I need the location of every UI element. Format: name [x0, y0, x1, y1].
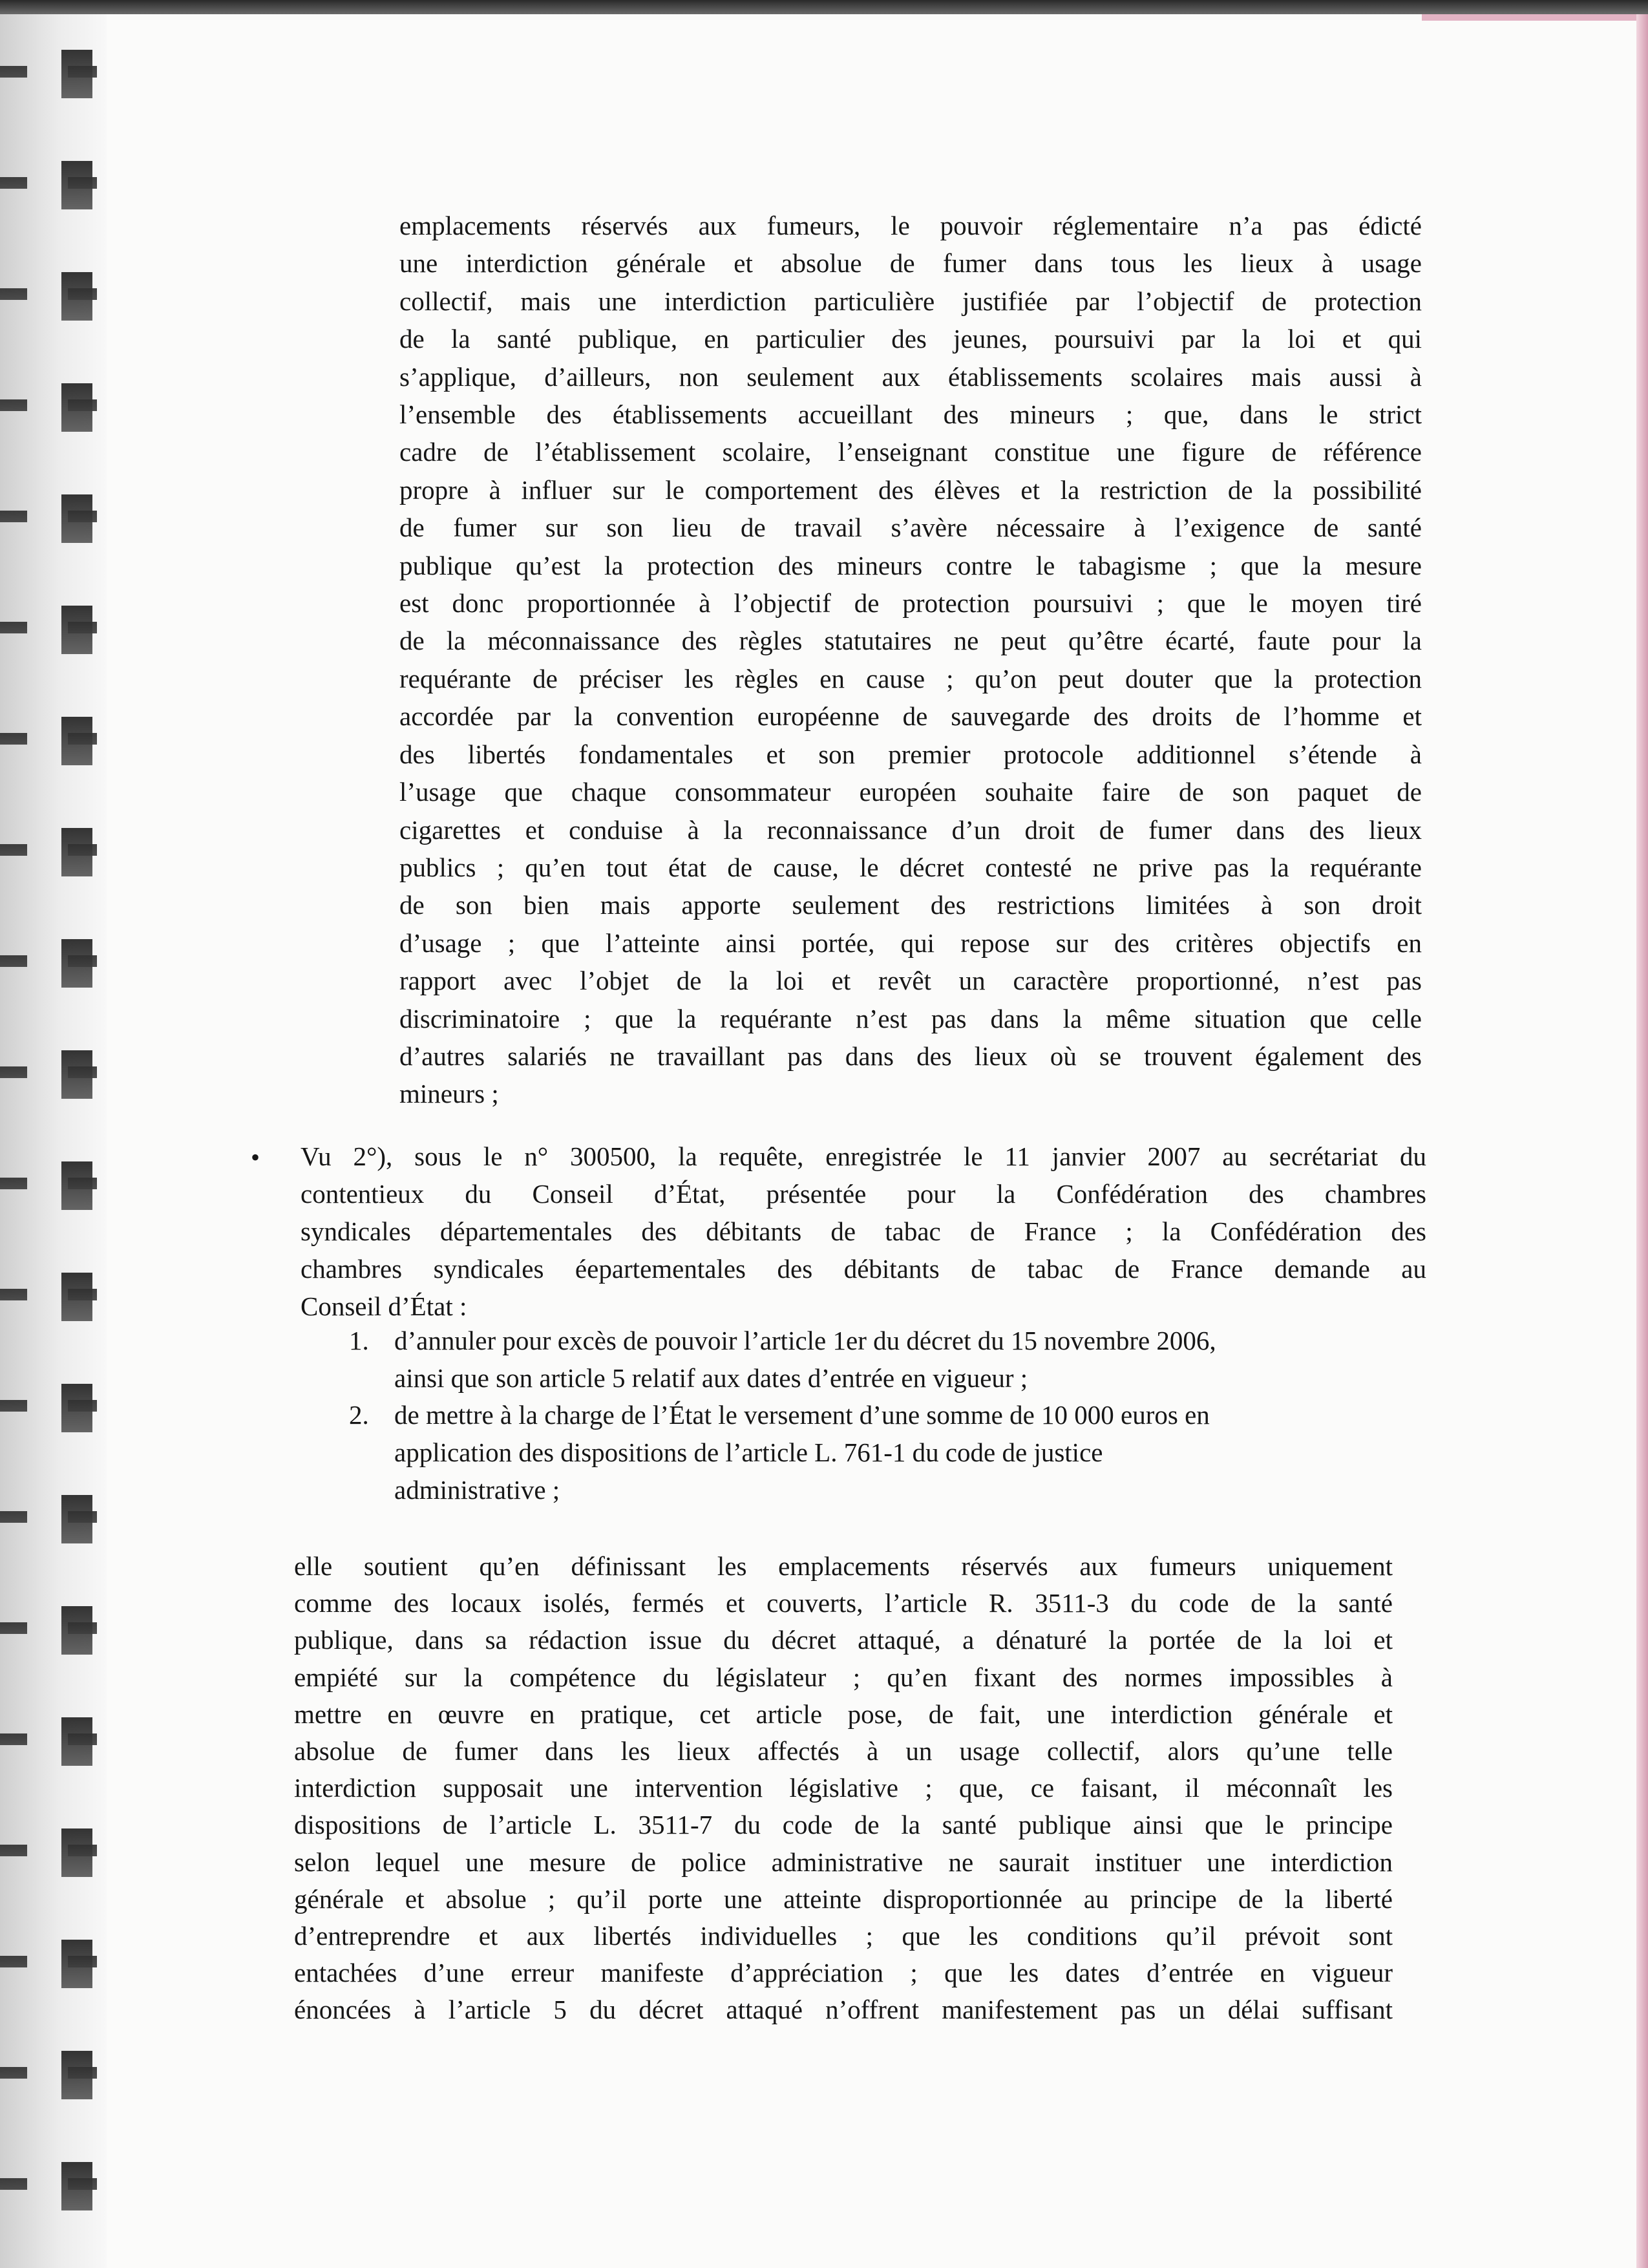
- text-line: interdiction supposait une intervention législative ; que, ce faisant, il méconnaît les: [294, 1773, 1393, 1803]
- text-line: entachées d’une erreur manifeste d’appréciation ; que les dates d’entrée en vigueur: [294, 1958, 1393, 1988]
- text-line: chambres syndicales éepartementales des débitants de tabac de France demande au: [301, 1254, 1426, 1284]
- conclusion-item-1: [394, 1322, 1389, 1397]
- binding-rings: [61, 14, 92, 2268]
- text-line: mettre en œuvre en pratique, cet article pose, de fait, une interdiction générale et: [294, 1699, 1393, 1729]
- text-line: cadre de l’établissement scolaire, l’enseignant constitue une figure de référence: [399, 437, 1422, 467]
- text-line: ainsi que son article 5 relatif aux dates d’entrée en vigueur ;: [394, 1363, 1028, 1393]
- paragraph-1: [399, 207, 1422, 1113]
- text-line: dispositions de l’article L. 3511-7 du code de la santé publique ainsi que le principe: [294, 1810, 1393, 1840]
- paragraph-3: [294, 1548, 1393, 2029]
- text-line: énoncées à l’article 5 du décret attaqué n’offrent manifestement pas un délai suffisant: [294, 1995, 1393, 2025]
- text-line: publique qu’est la protection des mineurs contre le tabagisme ; que la mesure: [399, 550, 1422, 580]
- text-line: Conseil d’État :: [301, 1291, 467, 1321]
- text-line: l’usage que chaque consommateur européen souhaite faire de son paquet de: [399, 777, 1422, 807]
- text-line: est donc proportionnée à l’objectif de protection poursuivi ; que le moyen tiré: [399, 588, 1422, 619]
- text-line: de mettre à la charge de l’État le versement d’une somme de 10 000 euros en: [394, 1400, 1210, 1430]
- text-line: de la santé publique, en particulier des jeunes, poursuivi par la loi et qui: [399, 324, 1422, 354]
- paragraph-2: [301, 1138, 1426, 1325]
- text-line: syndicales départementales des débitants de tabac de France ; la Confédération des: [301, 1216, 1426, 1246]
- page-edge-top: [1422, 14, 1648, 21]
- text-line: des libertés fondamentales et son premier protocole additionnel s’étende à: [399, 739, 1422, 769]
- text-line: rapport avec l’objet de la loi et revêt un caractère proportionné, n’est pas: [399, 966, 1422, 996]
- text-line: Vu 2°), sous le n° 300500, la requête, enregistrée le 11 janvier 2007 au secrétariat du: [301, 1141, 1426, 1171]
- text-line: l’ensemble des établissements accueillant des mineurs ; que, dans le strict: [399, 399, 1422, 430]
- text-line: emplacements réservés aux fumeurs, le pouvoir réglementaire n’a pas édicté: [399, 211, 1422, 240]
- text-line: de son bien mais apporte seulement des restrictions limitées à son droit: [399, 890, 1422, 920]
- text-line: application des dispositions de l’article L. 761-1 du code de justice: [394, 1437, 1103, 1467]
- text-line: collectif, mais une interdiction particulière justifiée par l’objectif de protection: [399, 286, 1422, 316]
- text-line: de fumer sur son lieu de travail s’avère nécessaire à l’exigence de santé: [399, 513, 1422, 543]
- text-line: d’autres salariés ne travaillant pas dans des lieux où se trouvent également des: [399, 1041, 1422, 1071]
- text-line: requérante de préciser les règles en cause ; qu’on peut douter que la protection: [399, 663, 1422, 694]
- conclusion-item-2: [394, 1396, 1389, 1509]
- text-line: de la méconnaissance des règles statutaires ne peut qu’être écarté, faute pour la: [399, 626, 1422, 656]
- text-line: d’annuler pour excès de pouvoir l’article 1er du décret du 15 novembre 2006,: [394, 1326, 1216, 1355]
- bullet-marker: •: [251, 1143, 260, 1172]
- text-line: selon lequel une mesure de police administrative ne saurait instituer une interdiction: [294, 1847, 1393, 1877]
- text-line: propre à influer sur le comportement des élèves et la restriction de la possibilité: [399, 474, 1422, 505]
- scan-edge-top: [0, 0, 1648, 14]
- text-line: générale et absolue ; qu’il porte une atteinte disproportionnée au principe de la liberté: [294, 1883, 1393, 1914]
- text-line: cigarettes et conduise à la reconnaissance d’un droit de fumer dans des lieux: [399, 814, 1422, 845]
- text-line: discriminatoire ; que la requérante n’est pas dans la même situation que celle: [399, 1003, 1422, 1033]
- text-line: publics ; qu’en tout état de cause, le décret contesté ne prive pas la requérante: [399, 852, 1422, 882]
- text-line: mineurs ;: [399, 1079, 499, 1109]
- text-line: elle soutient qu’en définissant les emplacements réservés aux fumeurs uniquement: [294, 1551, 1393, 1581]
- text-line: absolue de fumer dans les lieux affectés à un usage collectif, alors qu’une telle: [294, 1736, 1393, 1766]
- text-line: empiété sur la compétence du législateur ; qu’en fixant des normes impossibles à: [294, 1662, 1393, 1692]
- text-line: d’usage ; que l’atteinte ainsi portée, qui repose sur des critères objectifs en: [399, 927, 1422, 958]
- conclusion-number: 1.: [349, 1326, 369, 1355]
- text-line: une interdiction générale et absolue de fumer dans tous les lieux à usage: [399, 248, 1422, 279]
- text-line: administrative ;: [394, 1475, 560, 1505]
- text-line: accordée par la convention européenne de sauvegarde des droits de l’homme et: [399, 701, 1422, 732]
- text-line: contentieux du Conseil d’État, présentée pour la Confédération des chambres: [301, 1179, 1426, 1209]
- page-edge-right: [1636, 14, 1648, 2268]
- text-line: d’entreprendre et aux libertés individuelles ; que les conditions qu’il prévoit sont: [294, 1921, 1393, 1951]
- text-line: comme des locaux isolés, fermés et couverts, l’article R. 3511-3 du code de la santé: [294, 1588, 1393, 1618]
- text-line: s’applique, d’ailleurs, non seulement aux établissements scolaires mais aussi à: [399, 361, 1422, 392]
- text-line: publique, dans sa rédaction issue du décret attaqué, a dénaturé la portée de la loi et: [294, 1625, 1393, 1655]
- conclusion-number: 2.: [349, 1400, 369, 1430]
